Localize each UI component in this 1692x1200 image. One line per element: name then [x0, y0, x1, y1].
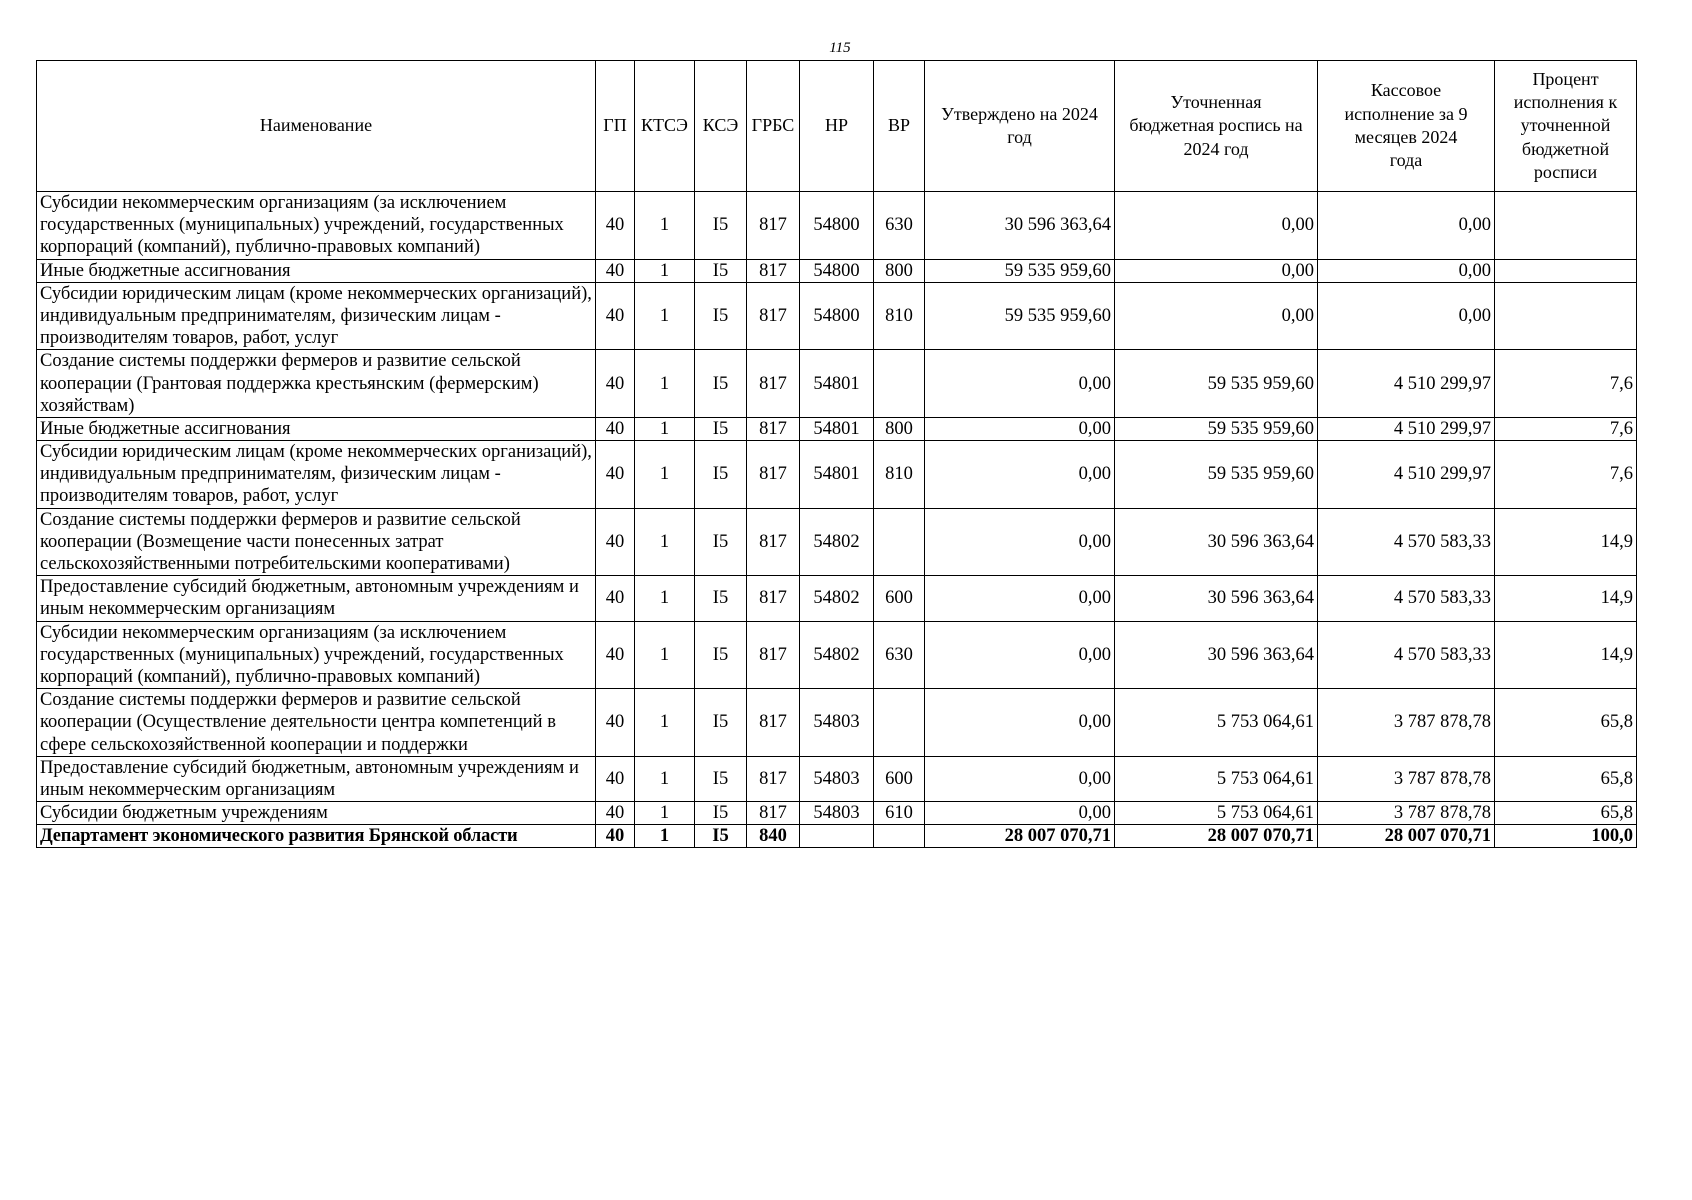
cell-percent: 65,8 [1495, 802, 1637, 825]
cell-ktse: 1 [635, 689, 695, 757]
cell-kse: I5 [695, 282, 747, 350]
cell-nr: 54803 [800, 756, 874, 801]
cell-refined: 30 596 363,64 [1115, 621, 1318, 689]
cell-vr: 610 [874, 802, 925, 825]
cell-kse: I5 [695, 441, 747, 509]
cell-name: Субсидии юридическим лицам (кроме некоммерческих организаций), индивидуальным предпринимателям, физическим лицам - производителям товаров, работ, услуг [37, 282, 596, 350]
cell-vr: 600 [874, 756, 925, 801]
table-row [37, 417, 1637, 440]
cell-ktse: 1 [635, 825, 695, 848]
cell-vr: 600 [874, 576, 925, 621]
header-vr: ВР [874, 61, 925, 192]
table-row [37, 576, 1637, 621]
table-row [37, 825, 1637, 848]
cell-cash: 0,00 [1318, 259, 1495, 282]
cell-approved: 0,00 [925, 441, 1115, 509]
table-row [37, 192, 1637, 260]
cell-name: Иные бюджетные ассигнования [37, 417, 596, 440]
cell-vr [874, 825, 925, 848]
cell-percent: 7,6 [1495, 417, 1637, 440]
cell-nr: 54800 [800, 282, 874, 350]
cell-ktse: 1 [635, 756, 695, 801]
cell-gp: 40 [596, 802, 635, 825]
cell-percent: 14,9 [1495, 621, 1637, 689]
budget-table [36, 60, 1637, 848]
cell-name: Создание системы поддержки фермеров и развитие сельской кооперации (Осуществление деятельности центра компетенций в сфере сельскохозяйственной кооперации и поддержки [37, 689, 596, 757]
cell-grbs: 817 [747, 756, 800, 801]
cell-cash: 3 787 878,78 [1318, 802, 1495, 825]
cell-kse: I5 [695, 802, 747, 825]
cell-ktse: 1 [635, 621, 695, 689]
cell-approved: 59 535 959,60 [925, 282, 1115, 350]
cell-refined: 28 007 070,71 [1115, 825, 1318, 848]
cell-ktse: 1 [635, 282, 695, 350]
cell-approved: 30 596 363,64 [925, 192, 1115, 260]
cell-ktse: 1 [635, 802, 695, 825]
header-gp: ГП [596, 61, 635, 192]
table-row [37, 282, 1637, 350]
cell-grbs: 817 [747, 282, 800, 350]
cell-name: Субсидии юридическим лицам (кроме некоммерческих организаций), индивидуальным предпринимателям, физическим лицам - производителям товаров, работ, услуг [37, 441, 596, 509]
cell-kse: I5 [695, 350, 747, 418]
cell-kse: I5 [695, 689, 747, 757]
cell-grbs: 817 [747, 192, 800, 260]
header-ktse: КТСЭ [635, 61, 695, 192]
cell-approved: 59 535 959,60 [925, 259, 1115, 282]
cell-vr: 800 [874, 417, 925, 440]
cell-cash: 4 570 583,33 [1318, 576, 1495, 621]
table-row [37, 350, 1637, 418]
cell-percent: 7,6 [1495, 441, 1637, 509]
cell-grbs: 840 [747, 825, 800, 848]
cell-kse: I5 [695, 417, 747, 440]
cell-nr: 54801 [800, 441, 874, 509]
cell-ktse: 1 [635, 576, 695, 621]
cell-grbs: 817 [747, 508, 800, 576]
cell-vr [874, 508, 925, 576]
header-name: Наименование [37, 61, 596, 192]
cell-name: Создание системы поддержки фермеров и развитие сельской кооперации (Грантовая поддержка крестьянским (фермерским) хозяйствам) [37, 350, 596, 418]
header-nr: НР [800, 61, 874, 192]
table-header-row [37, 61, 1637, 192]
cell-refined: 0,00 [1115, 259, 1318, 282]
cell-approved: 0,00 [925, 508, 1115, 576]
cell-gp: 40 [596, 576, 635, 621]
cell-grbs: 817 [747, 417, 800, 440]
header-cash: Кассовое исполнение за 9 месяцев 2024 года [1318, 61, 1495, 192]
cell-percent: 7,6 [1495, 350, 1637, 418]
cell-approved: 0,00 [925, 350, 1115, 418]
cell-refined: 5 753 064,61 [1115, 689, 1318, 757]
cell-vr: 630 [874, 192, 925, 260]
cell-vr: 800 [874, 259, 925, 282]
cell-ktse: 1 [635, 259, 695, 282]
table-body [37, 192, 1637, 848]
cell-cash: 3 787 878,78 [1318, 756, 1495, 801]
cell-kse: I5 [695, 192, 747, 260]
cell-name: Предоставление субсидий бюджетным, автономным учреждениям и иным некоммерческим организациям [37, 756, 596, 801]
cell-refined: 30 596 363,64 [1115, 576, 1318, 621]
cell-name: Предоставление субсидий бюджетным, автономным учреждениям и иным некоммерческим организациям [37, 576, 596, 621]
cell-vr: 630 [874, 621, 925, 689]
cell-nr: 54802 [800, 576, 874, 621]
cell-refined: 59 535 959,60 [1115, 417, 1318, 440]
cell-grbs: 817 [747, 802, 800, 825]
cell-refined: 59 535 959,60 [1115, 441, 1318, 509]
cell-percent: 14,9 [1495, 576, 1637, 621]
cell-approved: 0,00 [925, 621, 1115, 689]
cell-cash: 0,00 [1318, 282, 1495, 350]
cell-cash: 0,00 [1318, 192, 1495, 260]
cell-ktse: 1 [635, 508, 695, 576]
cell-nr: 54800 [800, 192, 874, 260]
cell-refined: 5 753 064,61 [1115, 756, 1318, 801]
cell-refined: 5 753 064,61 [1115, 802, 1318, 825]
cell-vr [874, 689, 925, 757]
cell-cash: 4 570 583,33 [1318, 621, 1495, 689]
cell-nr [800, 825, 874, 848]
cell-nr: 54803 [800, 689, 874, 757]
cell-gp: 40 [596, 825, 635, 848]
cell-percent: 65,8 [1495, 689, 1637, 757]
cell-grbs: 817 [747, 350, 800, 418]
cell-nr: 54801 [800, 417, 874, 440]
cell-refined: 0,00 [1115, 282, 1318, 350]
cell-approved: 0,00 [925, 756, 1115, 801]
table-row [37, 621, 1637, 689]
cell-cash: 4 570 583,33 [1318, 508, 1495, 576]
cell-gp: 40 [596, 417, 635, 440]
cell-name: Субсидии некоммерческим организациям (за исключением государственных (муниципальных) учреждений, государственных корпораций (компаний), публично-правовых компаний) [37, 192, 596, 260]
cell-ktse: 1 [635, 417, 695, 440]
cell-approved: 0,00 [925, 689, 1115, 757]
cell-gp: 40 [596, 350, 635, 418]
cell-cash: 28 007 070,71 [1318, 825, 1495, 848]
header-grbs: ГРБС [747, 61, 800, 192]
cell-percent: 100,0 [1495, 825, 1637, 848]
cell-nr: 54803 [800, 802, 874, 825]
cell-cash: 4 510 299,97 [1318, 350, 1495, 418]
cell-name: Иные бюджетные ассигнования [37, 259, 596, 282]
cell-approved: 0,00 [925, 417, 1115, 440]
cell-approved: 0,00 [925, 802, 1115, 825]
cell-grbs: 817 [747, 621, 800, 689]
cell-kse: I5 [695, 259, 747, 282]
header-percent: Процент исполнения к уточненной бюджетной росписи [1495, 61, 1637, 192]
cell-percent [1495, 282, 1637, 350]
cell-kse: I5 [695, 825, 747, 848]
cell-percent: 14,9 [1495, 508, 1637, 576]
cell-refined: 30 596 363,64 [1115, 508, 1318, 576]
cell-name: Департамент экономического развития Брянской области [37, 825, 596, 848]
cell-vr: 810 [874, 282, 925, 350]
cell-approved: 28 007 070,71 [925, 825, 1115, 848]
cell-grbs: 817 [747, 576, 800, 621]
cell-kse: I5 [695, 508, 747, 576]
page-number: 115 [829, 40, 851, 56]
cell-refined: 0,00 [1115, 192, 1318, 260]
header-approved: Утверждено на 2024 год [925, 61, 1115, 192]
cell-kse: I5 [695, 621, 747, 689]
cell-gp: 40 [596, 192, 635, 260]
cell-vr [874, 350, 925, 418]
cell-cash: 3 787 878,78 [1318, 689, 1495, 757]
table-row [37, 259, 1637, 282]
cell-cash: 4 510 299,97 [1318, 417, 1495, 440]
cell-gp: 40 [596, 259, 635, 282]
table-row [37, 508, 1637, 576]
cell-percent: 65,8 [1495, 756, 1637, 801]
table-row [37, 689, 1637, 757]
cell-gp: 40 [596, 621, 635, 689]
cell-percent [1495, 259, 1637, 282]
cell-name: Создание системы поддержки фермеров и развитие сельской кооперации (Возмещение части понесенных затрат сельскохозяйственными потребительскими кооперативами) [37, 508, 596, 576]
cell-name: Субсидии некоммерческим организациям (за исключением государственных (муниципальных) учреждений, государственных корпораций (компаний), публично-правовых компаний) [37, 621, 596, 689]
cell-approved: 0,00 [925, 576, 1115, 621]
cell-grbs: 817 [747, 259, 800, 282]
cell-refined: 59 535 959,60 [1115, 350, 1318, 418]
cell-nr: 54802 [800, 621, 874, 689]
table-row [37, 802, 1637, 825]
cell-grbs: 817 [747, 441, 800, 509]
cell-name: Субсидии бюджетным учреждениям [37, 802, 596, 825]
cell-kse: I5 [695, 756, 747, 801]
header-refined: Уточненная бюджетная роспись на 2024 год [1115, 61, 1318, 192]
cell-grbs: 817 [747, 689, 800, 757]
cell-gp: 40 [596, 441, 635, 509]
cell-nr: 54800 [800, 259, 874, 282]
table-row [37, 756, 1637, 801]
cell-ktse: 1 [635, 192, 695, 260]
cell-gp: 40 [596, 689, 635, 757]
cell-vr: 810 [874, 441, 925, 509]
cell-nr: 54802 [800, 508, 874, 576]
cell-gp: 40 [596, 508, 635, 576]
cell-kse: I5 [695, 576, 747, 621]
cell-nr: 54801 [800, 350, 874, 418]
cell-ktse: 1 [635, 350, 695, 418]
cell-gp: 40 [596, 756, 635, 801]
header-kse: КСЭ [695, 61, 747, 192]
table-row [37, 441, 1637, 509]
cell-percent [1495, 192, 1637, 260]
cell-gp: 40 [596, 282, 635, 350]
cell-ktse: 1 [635, 441, 695, 509]
cell-cash: 4 510 299,97 [1318, 441, 1495, 509]
